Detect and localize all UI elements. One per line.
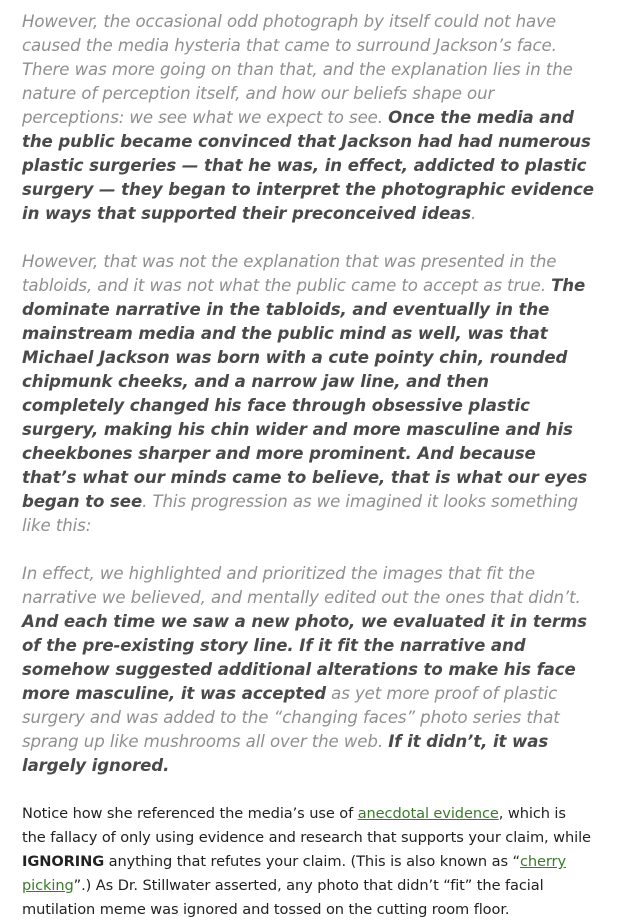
body-text: , which is the fallacy of only using evidence and research that supports your claim, while <box>22 805 591 846</box>
blockquote-paragraph-1 <box>22 10 594 226</box>
quote-text: However, that was not the explanation that was presented in the tabloids, and it was not what the public came to accept as true. <box>22 252 557 295</box>
anecdotal-evidence-link[interactable]: anecdotal evidence <box>357 805 499 822</box>
quote-text: as yet more proof of plastic surgery and was added to the “changing faces” photo series that sprang up like mushrooms all over the web. <box>22 684 560 751</box>
body-text: anything that refutes your claim. (This is also known as “ <box>104 853 520 870</box>
blockquote-paragraph-2 <box>22 250 594 538</box>
body-text: Notice how she referenced the media’s use of <box>22 805 358 822</box>
cherry-picking-link[interactable]: cherry picking <box>22 853 566 894</box>
quote-emphasis: If it didn’t, it was largely ignored. <box>22 732 549 775</box>
quote-text: However, the occasional odd photograph by itself could not have caused the media hysteria that came to surround Jackson’s face. There was more going on than that, and the explanation lies in the nature of perception itself, and how our beliefs shape our perceptions: we see what we expect to see. <box>22 12 573 127</box>
quote-emphasis: And each time we saw a new photo, we evaluated it in terms of the pre-existing story line. If it fit the narrative and somehow suggested additional alterations to make his face more masculine, it was accepted <box>22 612 587 703</box>
blockquote-paragraph-3 <box>22 562 594 778</box>
quote-text: In effect, we highlighted and prioritized the images that fit the narrative we believed, and mentally edited out the ones that didn’t. <box>22 564 581 607</box>
quote-emphasis: The dominate narrative in the tabloids, and eventually in the mainstream media and the public mind as well, was that Michael Jackson was born with a cute pointy chin, rounded chipmunk cheeks, and a narrow jaw line, and then completely changed his face through obsessive plastic surgery, making his chin wider and more masculine and his cheekbones sharper and more prominent. And because that’s what our minds came to believe, that is what our eyes began to see <box>22 276 588 511</box>
body-text: ”.) As Dr. Stillwater asserted, any photo that didn’t “fit” the facial mutilation meme was ignored and tossed on the cutting room floor. <box>22 877 544 918</box>
quote-text: . This progression as we imagined it looks something like this: <box>22 492 578 535</box>
quote-text: . <box>471 204 477 223</box>
commentary-paragraph <box>22 802 594 922</box>
article-body <box>22 10 594 922</box>
body-emphasis: IGNORING <box>22 853 105 870</box>
quote-emphasis: Once the media and the public became convinced that Jackson had had numerous plastic surgeries — that he was, in effect, addicted to plastic surgery — they began to interpret the photographic evidence in ways that supported their preconceived ideas <box>22 108 594 223</box>
